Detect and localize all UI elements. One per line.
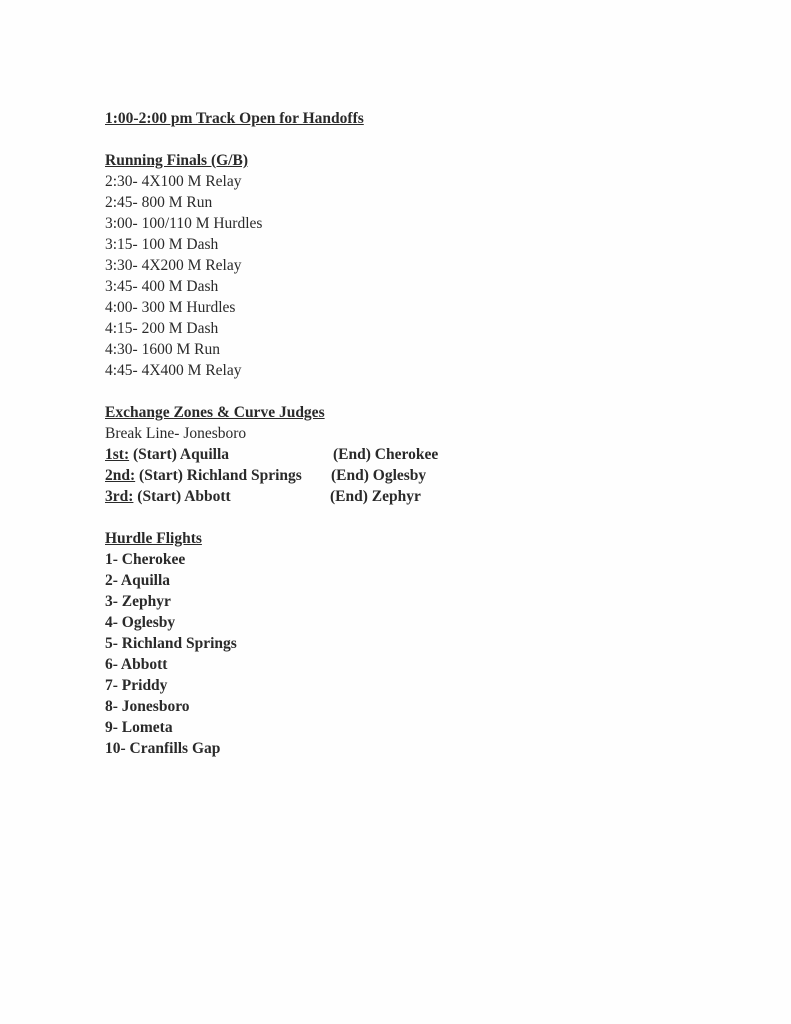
list-item: 8- Jonesboro bbox=[105, 698, 190, 715]
list-item: 6- Abbott bbox=[105, 656, 168, 673]
list-item: 3:00- 100/110 M Hurdles bbox=[105, 215, 263, 232]
track-open-heading: 1:00-2:00 pm Track Open for Handoffs bbox=[105, 110, 364, 127]
list-item: 4:00- 300 M Hurdles bbox=[105, 299, 236, 316]
exchange-row bbox=[105, 444, 705, 465]
list-item: 4:30- 1600 M Run bbox=[105, 341, 220, 358]
exchange-start: (Start) Aquilla bbox=[132, 446, 230, 463]
exchange-label: 1st: bbox=[105, 446, 130, 463]
list-item: 2:30- 4X100 M Relay bbox=[105, 173, 242, 190]
list-item: 5- Richland Springs bbox=[105, 635, 237, 652]
list-item: 10- Cranfills Gap bbox=[105, 740, 221, 757]
list-item: 3:45- 400 M Dash bbox=[105, 278, 219, 295]
exchange-end: (End) Zephyr bbox=[330, 488, 421, 505]
list-item: 9- Lometa bbox=[105, 719, 173, 736]
list-item: 3:30- 4X200 M Relay bbox=[105, 257, 242, 274]
exchange-label: 3rd: bbox=[105, 488, 134, 505]
exchange-zones-heading: Exchange Zones & Curve Judges bbox=[105, 404, 325, 421]
break-line: Break Line- Jonesboro bbox=[105, 425, 247, 442]
list-item: 1- Cherokee bbox=[105, 551, 186, 568]
exchange-start: (Start) Abbott bbox=[137, 488, 231, 505]
list-item: 3- Zephyr bbox=[105, 593, 171, 610]
exchange-row bbox=[105, 486, 705, 507]
list-item: 7- Priddy bbox=[105, 677, 168, 694]
exchange-end: (End) Oglesby bbox=[331, 467, 427, 484]
list-item: 4- Oglesby bbox=[105, 614, 176, 631]
schedule-document bbox=[105, 108, 705, 759]
hurdle-flights-list bbox=[105, 549, 705, 759]
exchange-end: (End) Cherokee bbox=[333, 446, 439, 463]
list-item: 2- Aquilla bbox=[105, 572, 171, 589]
list-item: 3:15- 100 M Dash bbox=[105, 236, 219, 253]
list-item: 4:15- 200 M Dash bbox=[105, 320, 219, 337]
running-finals-list bbox=[105, 171, 705, 381]
running-finals-heading: Running Finals (G/B) bbox=[105, 152, 248, 169]
list-item: 4:45- 4X400 M Relay bbox=[105, 362, 242, 379]
exchange-row bbox=[105, 465, 705, 486]
exchange-label: 2nd: bbox=[105, 467, 136, 484]
exchange-start: (Start) Richland Springs bbox=[139, 467, 302, 484]
list-item: 2:45- 800 M Run bbox=[105, 194, 213, 211]
hurdle-flights-heading: Hurdle Flights bbox=[105, 530, 202, 547]
